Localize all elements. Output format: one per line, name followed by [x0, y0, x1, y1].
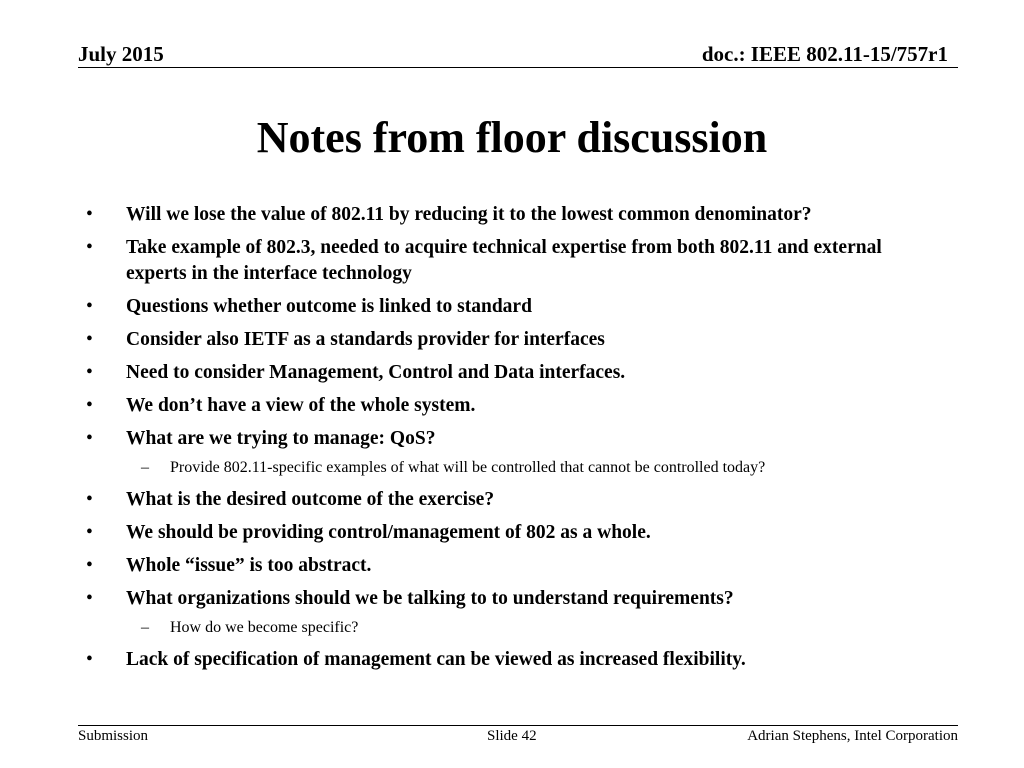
bullet-text: Whole “issue” is too abstract.	[126, 555, 372, 576]
sub-bullet-item	[86, 457, 946, 479]
bullet-marker: •	[86, 204, 93, 225]
bullet-marker: •	[86, 395, 93, 416]
bullet-item	[86, 586, 946, 612]
bullet-marker: •	[86, 489, 93, 510]
bullet-item	[86, 487, 946, 513]
bullet-text: We don’t have a view of the whole system.	[126, 395, 476, 416]
bullet-item	[86, 235, 946, 287]
bullet-marker: •	[86, 428, 93, 449]
bullet-marker: •	[86, 522, 93, 543]
slide-title: Notes from floor discussion	[256, 113, 768, 162]
bullet-text: Lack of specification of management can be viewed as increased flexibility.	[126, 649, 746, 670]
sub-bullet-marker: –	[141, 619, 149, 636]
header-doc-id: doc.: IEEE 802.11-15/757r1	[701, 42, 948, 66]
bullet-item	[86, 553, 946, 579]
bullet-marker: •	[86, 362, 93, 383]
header-divider	[78, 67, 958, 68]
bullet-text: Questions whether outcome is linked to standard	[126, 296, 532, 317]
bullet-text: We should be providing control/management of 802 as a whole.	[126, 522, 651, 543]
bullet-text: Will we lose the value of 802.11 by reducing it to the lowest common denominator?	[126, 204, 812, 225]
bullet-marker: •	[86, 296, 93, 317]
bullet-text: What is the desired outcome of the exercise?	[126, 489, 495, 510]
bullet-marker: •	[86, 649, 93, 670]
bullet-marker: •	[86, 237, 93, 258]
bullet-marker: •	[86, 555, 93, 576]
sub-bullet-text: Provide 802.11-specific examples of what will be controlled that cannot be controlled today?	[170, 459, 766, 476]
bullet-item	[86, 202, 946, 228]
sub-bullet-marker: –	[141, 459, 149, 476]
bullet-text: Need to consider Management, Control and Data interfaces.	[126, 362, 626, 383]
footer-slide-number: Slide 42	[487, 728, 537, 744]
bullet-item	[86, 647, 946, 673]
bullet-item	[86, 426, 946, 452]
footer-submission: Submission	[78, 728, 149, 744]
bullet-marker: •	[86, 329, 93, 350]
bullet-marker: •	[86, 588, 93, 609]
bullet-text: Take example of 802.3, needed to acquire technical expertise from both 802.11 and external experts in the interface technology	[126, 237, 882, 284]
footer-divider	[78, 725, 958, 726]
bullet-item	[86, 327, 946, 353]
bullet-text: What are we trying to manage: QoS?	[126, 428, 436, 449]
bullet-item	[86, 294, 946, 320]
bullet-text: Consider also IETF as a standards provider for interfaces	[126, 329, 605, 350]
bullet-text: What organizations should we be talking to to understand requirements?	[126, 588, 734, 609]
bullet-item	[86, 393, 946, 419]
sub-bullet-text: How do we become specific?	[170, 619, 359, 636]
sub-bullet-item	[86, 617, 946, 639]
bullet-item	[86, 360, 946, 386]
bullet-item	[86, 520, 946, 546]
bullet-list	[86, 202, 946, 680]
header-date: July 2015	[78, 42, 164, 66]
footer-author: Adrian Stephens, Intel Corporation	[747, 728, 958, 744]
